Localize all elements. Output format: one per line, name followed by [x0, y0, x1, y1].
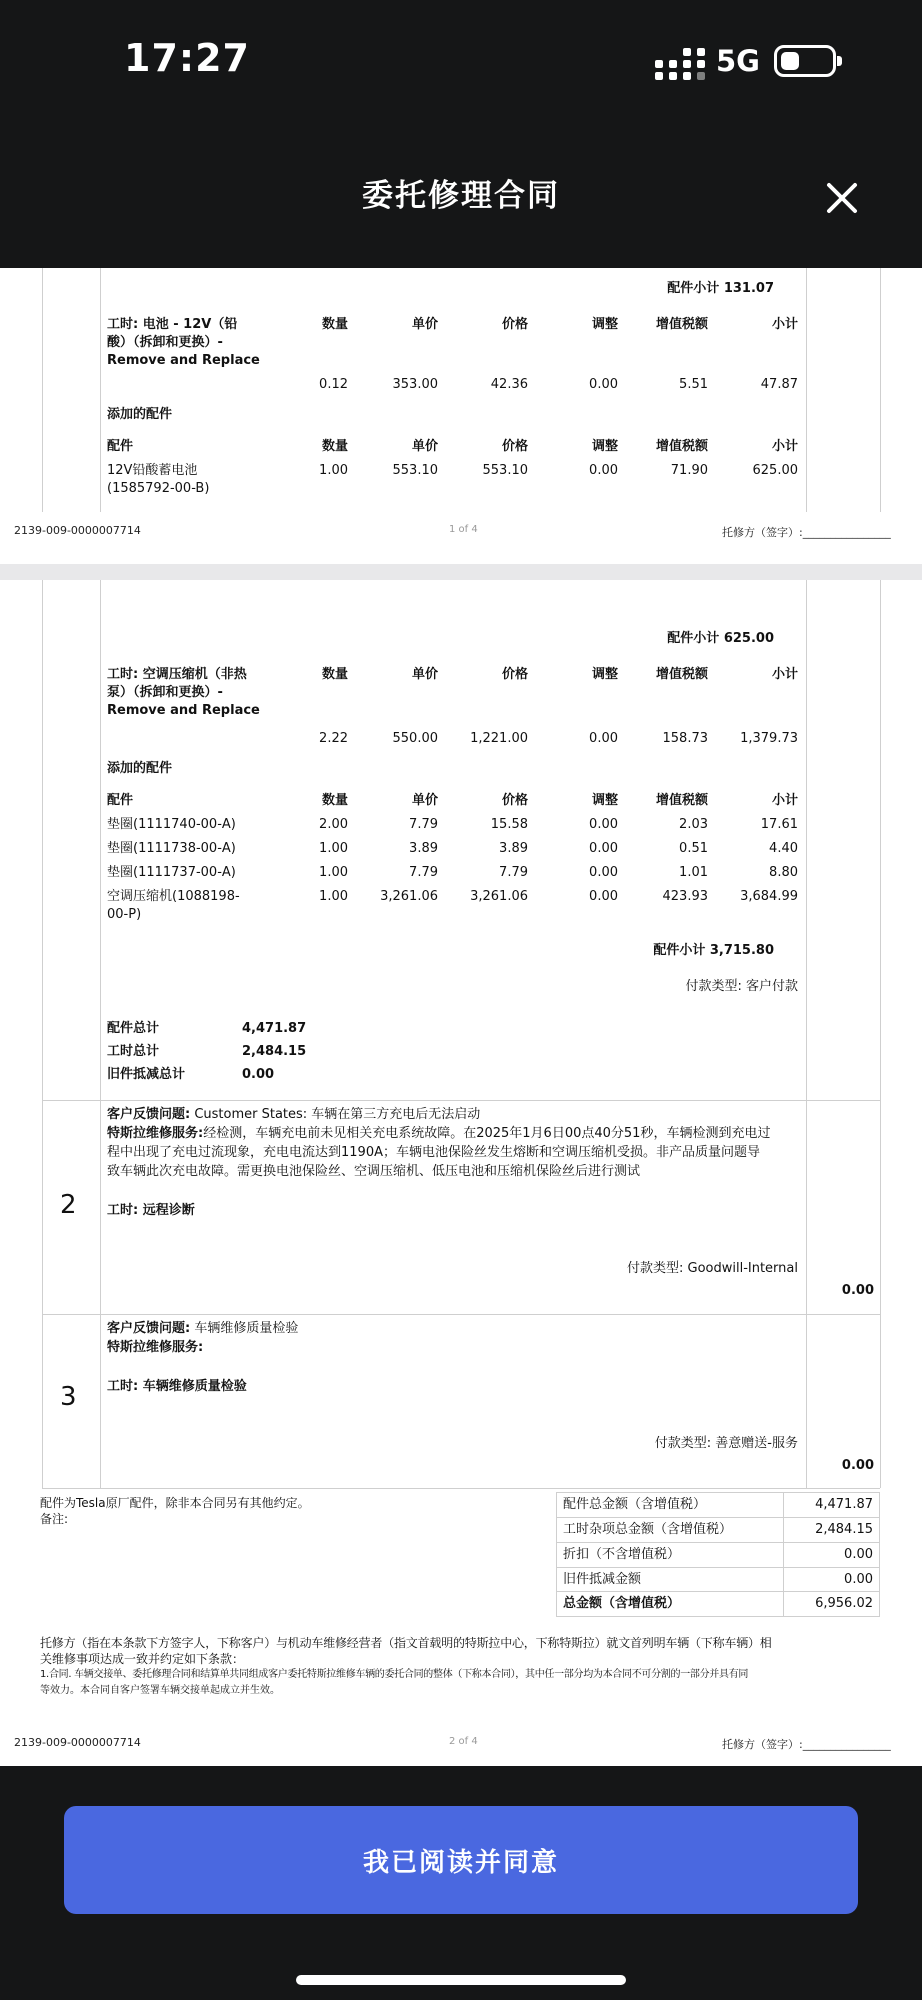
- page-number: 2 of 4: [449, 1736, 478, 1747]
- part-unit-price: 553.10: [392, 463, 438, 478]
- close-icon[interactable]: [820, 176, 864, 220]
- summary-label: 折扣（不含增值税）: [563, 1547, 681, 1562]
- page-title: 委托修理合同: [362, 178, 560, 214]
- col-header-unit-price: 单价: [411, 317, 438, 332]
- labor-title-line: Remove and Replace: [107, 353, 260, 368]
- parts-subtotal: 配件小计 625.00: [667, 631, 774, 646]
- item-number: 3: [60, 1382, 77, 1412]
- labor-title-line: 酸）（拆卸和更换）-: [107, 335, 223, 350]
- part-qty: 1.00: [319, 463, 348, 478]
- col-header-qty: 数量: [321, 317, 348, 332]
- part-price: 3,261.06: [470, 889, 528, 904]
- service-label: 特斯拉维修服务:: [107, 1340, 204, 1355]
- part-price: 3.89: [499, 841, 528, 856]
- service-text: 致车辆此次充电故障。需更换电池保险丝、空调压缩机、低压电池和压缩机保险丝后进行测试: [107, 1164, 641, 1179]
- col-header-price: 价格: [501, 793, 528, 808]
- old-part-total-value: 0.00: [242, 1067, 275, 1082]
- feedback-label: 客户反馈问题:: [107, 1107, 191, 1122]
- bottom-bar: [0, 1766, 922, 2000]
- summary-value: 6,956.02: [815, 1596, 873, 1611]
- part-vat: 0.51: [679, 841, 708, 856]
- col-header-unit-price: 单价: [411, 793, 438, 808]
- document-id: 2139-009-0000007714: [14, 524, 141, 537]
- added-parts-heading: 添加的配件: [107, 407, 173, 422]
- item-amount: 0.00: [841, 1458, 874, 1473]
- labor-adjust: 0.00: [589, 731, 618, 746]
- col-header-part: 配件: [107, 439, 134, 454]
- feedback-text: 车辆维修质量检验: [190, 1321, 299, 1336]
- item-number: 2: [60, 1190, 77, 1220]
- part-vat: 2.03: [679, 817, 708, 832]
- signature-line: 托修方（签字）:________________: [722, 1738, 891, 1751]
- part-qty: 2.00: [319, 817, 348, 832]
- payment-type: 付款类型: 善意赠送-服务: [654, 1436, 798, 1451]
- labor-qty: 2.22: [319, 731, 348, 746]
- labor-price: 42.36: [490, 377, 528, 392]
- col-header-adjust: 调整: [591, 317, 618, 332]
- document-viewer[interactable]: [0, 268, 922, 1766]
- part-price: 15.58: [490, 817, 528, 832]
- part-unit-price: 3,261.06: [380, 889, 438, 904]
- document-id: 2139-009-0000007714: [14, 1736, 141, 1749]
- col-header-subtotal: 小计: [771, 667, 798, 682]
- part-price: 553.10: [482, 463, 528, 478]
- part-name: 垫圈(1111740-00-A): [107, 817, 236, 832]
- col-header-adjust: 调整: [591, 667, 618, 682]
- part-price: 7.79: [499, 865, 528, 880]
- col-header-vat: 增值税额: [655, 317, 708, 332]
- col-header-vat: 增值税额: [655, 667, 708, 682]
- part-qty: 1.00: [319, 865, 348, 880]
- part-name: 00-P): [107, 907, 142, 922]
- labor-vat: 5.51: [679, 377, 708, 392]
- part-unit-price: 3.89: [409, 841, 438, 856]
- labor-price: 1,221.00: [470, 731, 528, 746]
- summary-value: 4,471.87: [815, 1497, 873, 1512]
- status-bar: [0, 0, 922, 130]
- labor-vat: 158.73: [662, 731, 708, 746]
- part-name: 12V铅酸蓄电池: [107, 463, 198, 478]
- col-header-qty: 数量: [321, 667, 348, 682]
- page-number: 1 of 4: [449, 524, 478, 535]
- col-header-unit-price: 单价: [411, 667, 438, 682]
- part-adjust: 0.00: [589, 463, 618, 478]
- part-name: 垫圈(1111738-00-A): [107, 841, 236, 856]
- parts-total-label: 配件总计: [107, 1021, 160, 1036]
- item-amount: 0.00: [841, 1283, 874, 1298]
- part-unit-price: 7.79: [409, 817, 438, 832]
- col-header-adjust: 调整: [591, 439, 618, 454]
- summary-label: 旧件抵减金额: [563, 1572, 642, 1587]
- part-subtotal: 625.00: [752, 463, 798, 478]
- col-header-part: 配件: [107, 793, 134, 808]
- summary-label: 工时杂项总金额（含增值税）: [563, 1522, 733, 1537]
- terms-text: 托修方（指在本条款下方签字人，下称客户）与机动车维修经营者（指文首载明的特斯拉中心，下称特斯拉）就文首列明车辆（下称车辆）相: [40, 1636, 772, 1650]
- part-subtotal: 17.61: [760, 817, 798, 832]
- payment-type: 付款类型: 客户付款: [685, 979, 798, 994]
- remarks-label: 备注:: [40, 1512, 69, 1526]
- col-header-qty: 数量: [321, 793, 348, 808]
- col-header-price: 价格: [501, 317, 528, 332]
- service-label: 特斯拉维修服务:: [107, 1126, 204, 1141]
- network-type: 5G: [716, 44, 760, 78]
- part-vat: 1.01: [679, 865, 708, 880]
- added-parts-heading: 添加的配件: [107, 761, 173, 776]
- labor-unit-price: 353.00: [392, 377, 438, 392]
- labor-title: 工时: 车辆维修质量检验: [107, 1379, 247, 1394]
- labor-title-line: 工时: 电池 - 12V（铅: [107, 317, 238, 332]
- feedback-text: Customer States: 车辆在第三方充电后无法启动: [190, 1107, 481, 1122]
- labor-title-line: 工时: 空调压缩机（非热: [107, 667, 247, 682]
- parts-total-value: 4,471.87: [242, 1021, 307, 1036]
- labor-unit-price: 550.00: [392, 731, 438, 746]
- part-subtotal: 3,684.99: [740, 889, 798, 904]
- labor-title-line: Remove and Replace: [107, 703, 260, 718]
- signal-icon: [655, 48, 705, 80]
- col-header-vat: 增值税额: [655, 793, 708, 808]
- signature-line: 托修方（签字）:________________: [722, 526, 891, 539]
- part-qty: 1.00: [319, 889, 348, 904]
- labor-adjust: 0.00: [589, 377, 618, 392]
- service-text: 经检测，车辆充电前未见相关充电系统故障。在2025年1月6日00点40分51秒，车辆检测到充电过: [203, 1126, 771, 1141]
- labor-total-value: 2,484.15: [242, 1044, 307, 1059]
- labor-subtotal: 47.87: [760, 377, 798, 392]
- col-header-vat: 增值税额: [655, 439, 708, 454]
- labor-title-line: 泵）（拆卸和更换）-: [107, 685, 223, 700]
- part-adjust: 0.00: [589, 889, 618, 904]
- summary-value: 0.00: [844, 1572, 873, 1587]
- labor-title: 工时: 远程诊断: [107, 1203, 195, 1218]
- labor-qty: 0.12: [319, 377, 348, 392]
- part-name: (1585792-00-B): [107, 481, 210, 496]
- terms-text: 1.合同. 车辆交接单、委托修理合同和结算单共同组成客户委托特斯拉维修车辆的委托合同的整体（下称本合同），其中任一部分均为本合同不可分割的一部分并具有同: [40, 1669, 749, 1680]
- home-indicator[interactable]: [296, 1975, 626, 1985]
- part-vat: 423.93: [662, 889, 708, 904]
- part-adjust: 0.00: [589, 841, 618, 856]
- header: [0, 160, 922, 232]
- status-time: 17:27: [124, 36, 250, 80]
- part-qty: 1.00: [319, 841, 348, 856]
- agree-button[interactable]: 我已阅读并同意: [64, 1806, 858, 1914]
- parts-subtotal: 配件小计 3,715.80: [653, 943, 774, 958]
- col-header-price: 价格: [501, 667, 528, 682]
- labor-subtotal: 1,379.73: [740, 731, 798, 746]
- part-adjust: 0.00: [589, 865, 618, 880]
- parts-subtotal: 配件小计 131.07: [667, 281, 774, 296]
- document-page-2: [0, 580, 922, 1766]
- part-vat: 71.90: [670, 463, 708, 478]
- col-header-subtotal: 小计: [771, 317, 798, 332]
- part-subtotal: 4.40: [769, 841, 798, 856]
- terms-text: 等效力。本合同自客户签署车辆交接单起成立并生效。: [40, 1685, 280, 1696]
- labor-total-label: 工时总计: [107, 1044, 160, 1059]
- payment-type: 付款类型: Goodwill-Internal: [626, 1261, 798, 1276]
- part-name: 空调压缩机(1088198-: [107, 889, 240, 904]
- part-subtotal: 8.80: [769, 865, 798, 880]
- battery-icon: [774, 45, 836, 77]
- summary-label: 配件总金额（含增值税）: [563, 1497, 707, 1512]
- feedback-label: 客户反馈问题:: [107, 1321, 191, 1336]
- part-unit-price: 7.79: [409, 865, 438, 880]
- col-header-qty: 数量: [321, 439, 348, 454]
- document-page-1: [0, 268, 922, 564]
- service-text: 程中出现了充电过流现象，充电电流达到1190A；车辆电池保险丝发生熔断和空调压缩机受损。非产品质量问题导: [107, 1145, 760, 1160]
- terms-text: 关维修事项达成一致并约定如下条款：: [40, 1652, 245, 1666]
- summary-value: 0.00: [844, 1547, 873, 1562]
- summary-label: 总金额（含增值税）: [563, 1596, 681, 1611]
- part-adjust: 0.00: [589, 817, 618, 832]
- col-header-adjust: 调整: [591, 793, 618, 808]
- col-header-subtotal: 小计: [771, 793, 798, 808]
- col-header-unit-price: 单价: [411, 439, 438, 454]
- part-name: 垫圈(1111737-00-A): [107, 865, 236, 880]
- old-part-total-label: 旧件抵减总计: [107, 1067, 186, 1082]
- summary-value: 2,484.15: [815, 1522, 873, 1537]
- col-header-price: 价格: [501, 439, 528, 454]
- summary-table: [556, 1492, 880, 1617]
- col-header-subtotal: 小计: [771, 439, 798, 454]
- parts-note: 配件为Tesla原厂配件，除非本合同另有其他约定。: [40, 1496, 310, 1510]
